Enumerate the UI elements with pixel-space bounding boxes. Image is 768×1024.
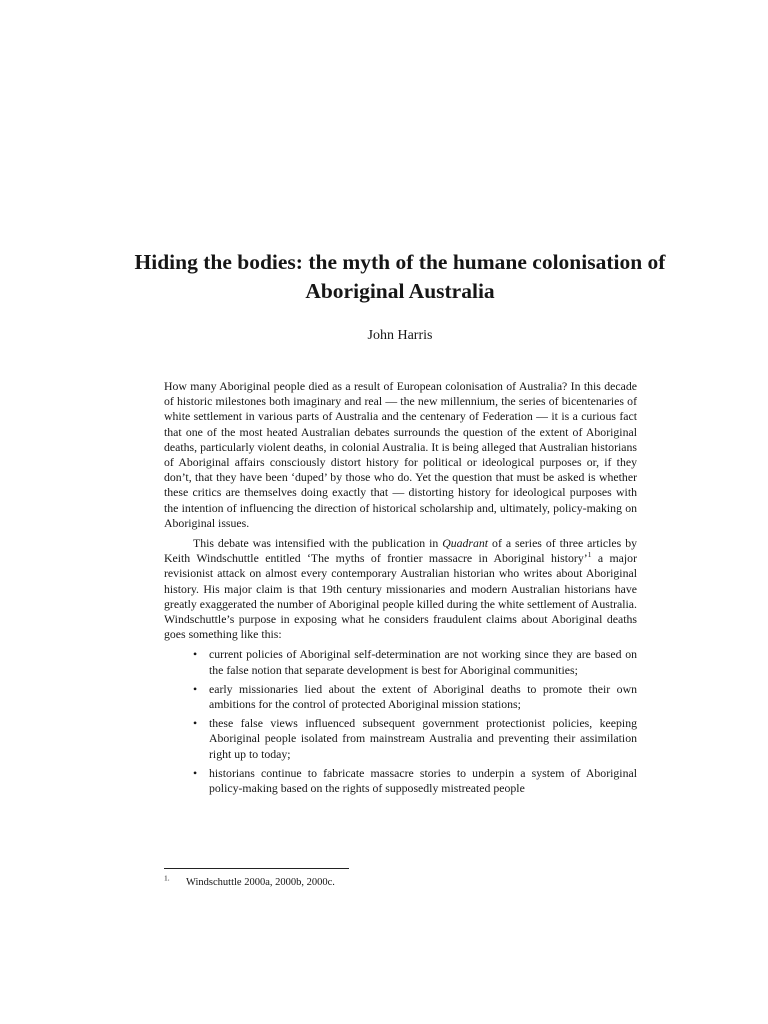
- paragraph-2-text-b: of a series of three articles by Keith Windschuttle entitled ‘The myths of frontier massacre in Aboriginal history’: [164, 536, 637, 566]
- paragraph-2-text-c: a major revisionist attack on almost every contemporary Australian historian who writes about Aboriginal history. His major claim is that 19th century missionaries and modern Australian historians have greatly exaggerated the number of Aboriginal people killed during the white settlement of Australia. Windschuttle’s purpose in exposing what he considers fraudulent claims about Aboriginal deaths goes something like this:: [164, 551, 638, 642]
- footnote-text: Windschuttle 2000a, 2000b, 2000c.: [186, 877, 335, 888]
- claims-list: [164, 647, 637, 796]
- list-item-text: historians continue to fabricate massacre stories to underpin a system of Aboriginal policy-making based on the rights of supposedly mistreated people: [209, 765, 637, 796]
- bullet-icon: •: [193, 681, 198, 696]
- article-body: [164, 379, 637, 800]
- journal-title: Quadrant: [442, 536, 489, 551]
- paragraph-2-text-a: This debate was intensified with the publication in: [193, 536, 443, 551]
- bullet-icon: •: [193, 647, 198, 662]
- bullet-icon: •: [193, 765, 198, 780]
- list-item-text: these false views influenced subsequent government protectionist policies, keeping Aboriginal people isolated from mainstream Australia and preventing their assimilation right up to today;: [209, 716, 637, 761]
- list-item-text: current policies of Aboriginal self-determination are not working since they are based on the false notion that separate development is best for Aboriginal communities;: [209, 647, 637, 677]
- bullet-icon: •: [193, 716, 198, 731]
- paragraph-1: How many Aboriginal people died as a result of European colonisation of Australia? In this decade of historic milestones both imaginary and real — the new millennium, the series of bicentenaries of white settlement in various parts of Australia and the centenary of Federation — it is a curious fact that one of the most heated Australian debates surrounds the question of the extent of Aboriginal deaths, particularly violent deaths, in colonial Australia. It is being alleged that Australian historians of Aboriginal affairs consciously distort history for political or ideological purposes or, if they don’t, that they have been ‘duped’ by those who do. Yet the question that must be asked is whether these critics are themselves doing exactly that — distorting history for ideological purposes with the intention of influencing the direction of historical scholarship and, ultimately, policy-making on Aboriginal issues.: [164, 379, 637, 530]
- article-author: John Harris: [367, 328, 433, 343]
- footnote-mark: 1.: [164, 873, 170, 883]
- footnote: [164, 873, 335, 889]
- footnote-divider: [164, 868, 349, 869]
- list-item: [193, 716, 637, 762]
- list-item-text: early missionaries lied about the extent of Aboriginal deaths to promote their own ambitions for the control of protected Aboriginal mission stations;: [209, 681, 637, 712]
- footnote-reference[interactable]: 1: [587, 550, 592, 560]
- paragraph-2: [164, 536, 637, 642]
- list-item: [193, 681, 637, 712]
- list-item: [193, 765, 637, 796]
- article-title: Hiding the bodies: the myth of the humane colonisation of Aboriginal Australia: [134, 250, 666, 303]
- list-item: [193, 647, 637, 677]
